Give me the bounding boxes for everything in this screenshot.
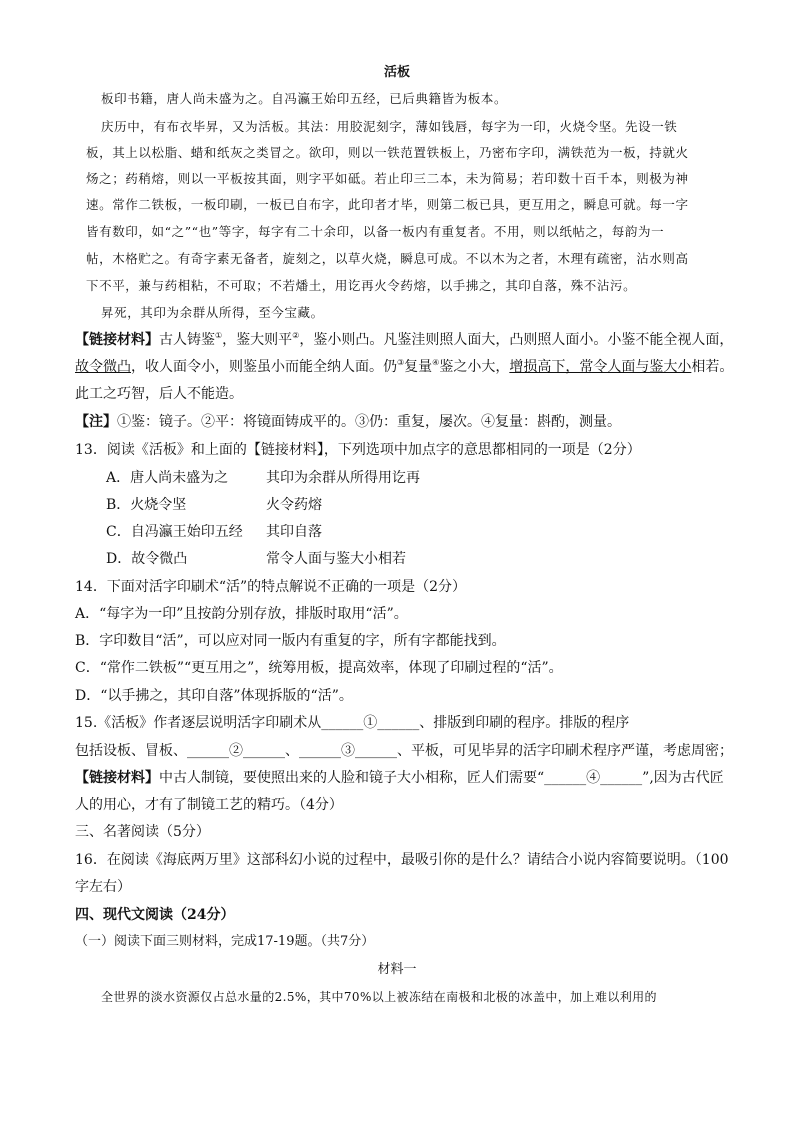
option-letter: A． xyxy=(106,470,131,486)
footnote-mark: ③ xyxy=(397,358,405,367)
classical-paragraph-1: 板印书籍，唐人尚未盛为之。自冯瀛王始印五经，已后典籍皆为板本。 xyxy=(101,91,508,106)
link-text: ，鉴小则凸。凡鉴洼则照人面大，凸则照人面小。小鉴不能全视人面， xyxy=(299,332,734,348)
note-label: 【注】 xyxy=(75,414,117,430)
classical-paragraph-2-line-4: 速。常作二铁板，一板印刷，一板已自布字，此印者才毕，则第二板已具，更互用之，瞬息可就。每一字 xyxy=(86,197,689,212)
link-text: 古人铸鉴 xyxy=(159,332,215,348)
footnote-mark: ① xyxy=(215,331,223,340)
subsection-1-heading: （一）阅读下面三则材料，完成17-19题。（共7分） xyxy=(75,934,375,949)
classical-paragraph-2-line-6: 帖，木格贮之。有奇字素无备者，旋刻之，以草火烧，瞬息可成。不以木为之者，木理有疏密，沾水则高 xyxy=(86,251,689,266)
classical-paragraph-2-line-1: 庆历中，有布衣毕昇，又为活板。其法：用胶泥刻字，薄如钱唇，每字为一印，火烧令坚。先设一铁 xyxy=(101,119,678,134)
link-material-label: 【链接材料】 xyxy=(75,770,159,786)
q15-line-4: 人的用心，才有了制镜工艺的精巧。（4分） xyxy=(75,797,343,813)
option-letter: D． xyxy=(106,551,132,567)
underlined-text: 增损高下，常令人面与鉴大小 xyxy=(509,359,692,375)
q13-option-d xyxy=(106,549,187,569)
q13-option-c-right: 其印自落 xyxy=(266,524,322,540)
option-left: 自冯瀛王始印五经 xyxy=(130,524,243,540)
note-text: ①鉴：镜子。②平：将镜面铸成平的。③仍：重复，屡次。④复量：斟酌，测量。 xyxy=(117,414,621,430)
classical-paragraph-3: 昇死，其印为余群从所得，至今宝藏。 xyxy=(101,305,324,320)
option-left: 唐人尚未盛为之 xyxy=(130,470,229,486)
material-1-title: 材料一 xyxy=(377,962,417,977)
underlined-text: 故令微凸 xyxy=(75,359,131,375)
link-material-line-2 xyxy=(75,357,733,377)
q16-line-2: 字左右） xyxy=(75,879,131,895)
q13-option-b xyxy=(106,495,186,515)
q13-stem: 13．阅读《活板》和上面的【链接材料】，下列选项中加点字的意思都相同的一项是（2分） xyxy=(75,442,641,458)
classical-paragraph-2-line-5: 皆有数印，如“之”“也”等字，每字有二十余印，以备一板内有重复者。不用，则以纸帖之，每韵为一 xyxy=(86,224,665,239)
text-title: 活板 xyxy=(383,65,410,80)
link-text: 相若。 xyxy=(691,359,734,375)
q13-option-a xyxy=(106,468,228,488)
link-material-label: 【链接材料】 xyxy=(75,332,159,348)
q14-stem: 14．下面对活字印刷术“活”的特点解说不正确的一项是（2分） xyxy=(75,579,467,595)
classical-paragraph-2-line-7: 下不平，兼与药相粘，不可取；不若燔土，用讫再火令药熔，以手拂之，其印自落，殊不沾污。 xyxy=(86,278,637,293)
link-text: 鉴之小大， xyxy=(439,359,510,375)
q14-option-b: B．字印数目“活”，可以应对同一版内有重复的字，所有字都能找到。 xyxy=(75,633,506,649)
q16-line-1: 16．在阅读《海底两万里》这部科幻小说的过程中，最吸引你的是什么？请结合小说内容简要说明。（100 xyxy=(75,852,729,868)
link-text: ，收人面令小，则鉴虽小而能全纳人面。仍 xyxy=(131,359,397,375)
option-left: 故令微凸 xyxy=(131,551,188,567)
section-3-heading: 三、名著阅读（5分） xyxy=(75,824,210,840)
option-left: 火烧令坚 xyxy=(130,497,187,513)
link-material-line-3: 此工之巧智，后人不能造。 xyxy=(75,386,243,402)
q13-option-a-right: 其印为余群从所得用讫再 xyxy=(266,470,420,486)
q14-option-c: C．“常作二铁板”“更互用之”，统筹用板，提高效率，体现了印刷过程的“活”。 xyxy=(75,660,563,676)
option-letter: B． xyxy=(106,497,131,513)
link-text: ，鉴大则平 xyxy=(222,332,293,348)
footnote-mark: ④ xyxy=(432,358,440,367)
footnote-mark: ② xyxy=(292,331,300,340)
note-line xyxy=(75,412,621,432)
option-letter: C． xyxy=(106,524,131,540)
q15-line-1: 15.《活板》作者逐层说明活字印刷术从______①______、排版到印刷的程序。排版的程序 xyxy=(75,715,630,731)
q15-line-2: 包括设板、冒板、______②______、______③______、平板，可见毕昇的活字印刷术程序严谨，考虑周密； xyxy=(75,743,733,759)
q13-option-b-right: 火令药熔 xyxy=(266,497,322,513)
section-4-heading: 四、现代文阅读（24分） xyxy=(75,907,235,923)
q14-option-d: D．“以手拂之，其印自落”体现拆版的“活”。 xyxy=(75,688,353,704)
q15-line-3-text: 中古人制镜，要使照出来的人脸和镜子大小相称，匠人们需要“______④______”,因为古代匠 xyxy=(159,770,724,786)
classical-paragraph-2-line-2: 板，其上以松脂、蜡和纸灰之类冒之。欲印，则以一铁范置铁板上，乃密布字印，满铁范为一板，持就火 xyxy=(86,145,689,160)
q15-line-3 xyxy=(75,768,724,788)
link-text: 复量 xyxy=(404,359,433,375)
material-1-line-1: 全世界的淡水资源仅占总水量的2.5%，其中70%以上被冻结在南极和北极的冰盖中，加上难以利用的 xyxy=(101,990,657,1004)
q13-option-c xyxy=(106,522,243,542)
link-material-line-1 xyxy=(75,330,733,350)
q14-option-a: A．“每字为一印”且按韵分别存放，排版时取用“活”。 xyxy=(75,606,408,622)
q13-option-d-right: 常令人面与鉴大小相若 xyxy=(266,551,406,567)
classical-paragraph-2-line-3: 炀之；药稍熔，则以一平板按其面，则字平如砥。若止印三二本，未为简易；若印数十百千本，则极为神 xyxy=(86,171,689,186)
